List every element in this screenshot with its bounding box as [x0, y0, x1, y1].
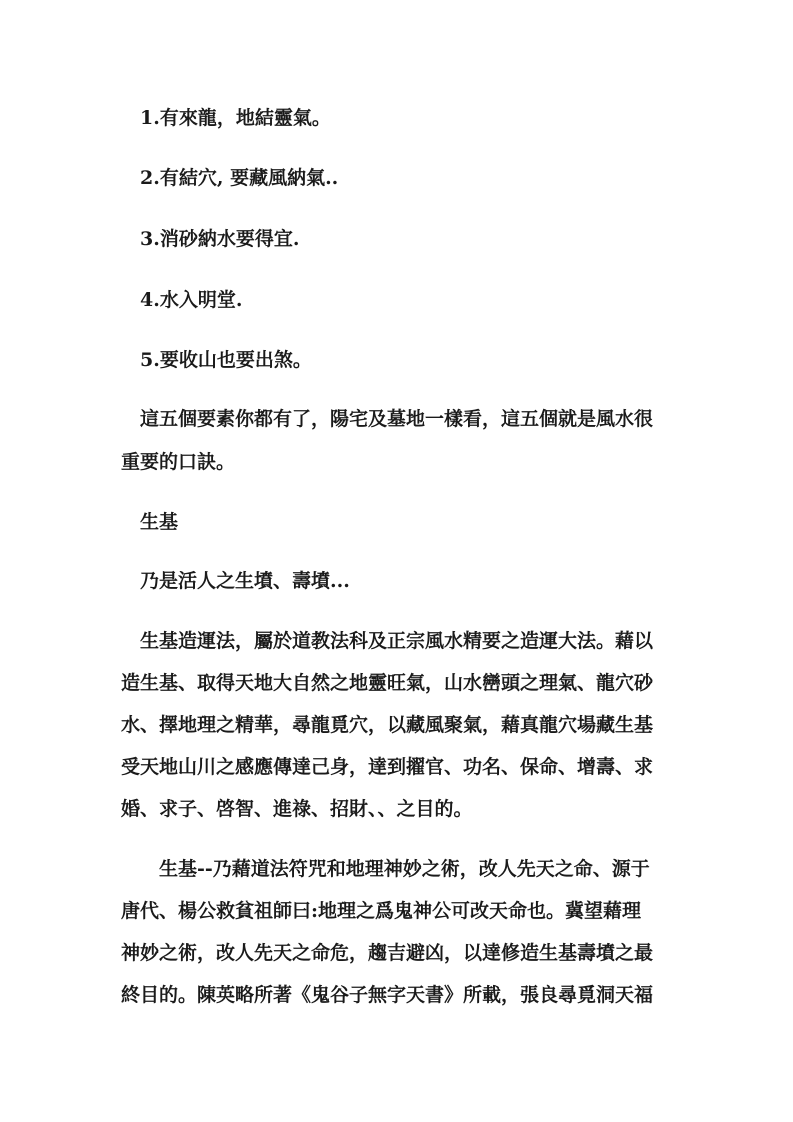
summary-line-2: 重要的口訣。	[121, 451, 236, 473]
list-item-2: 2.有結穴, 要藏風納氣..	[140, 167, 339, 189]
definition-text: 乃是活人之生墳、壽墳...	[140, 570, 350, 592]
paragraph1-line-2: 造生基、取得天地大自然之地靈旺氣，山水巒頭之理氣、龍穴砂	[121, 672, 654, 694]
paragraph1-line-5: 婚、求子、啓智、進祿、招財、、之目的。	[121, 798, 473, 820]
list-item-5: 5.要收山也要出煞。	[140, 349, 312, 371]
list-item-3: 3.消砂納水要得宜.	[140, 228, 300, 250]
section-heading: 生基	[140, 511, 179, 533]
summary-line-1: 這五個要素你都有了，陽宅及墓地一樣看，這五個就是風水很	[140, 408, 654, 430]
paragraph1-line-4: 受天地山川之感應傳達己身，達到擢官、功名、保命、增壽、求	[121, 756, 654, 778]
paragraph2-line-3: 神妙之術，改人先天之命危，趨吉避凶，以達修造生基壽墳之最	[121, 942, 654, 964]
paragraph1-line-3: 水、擇地理之精華，尋龍覓穴，以藏風聚氣，藉真龍穴場藏生基	[121, 714, 654, 736]
paragraph2-line-1: 生基--乃藉道法符咒和地理神妙之術，改人先天之命、源于	[159, 858, 650, 880]
paragraph2-line-2: 唐代、楊公救貧祖師曰:地理之爲鬼神公可改天命也。冀望藉理	[121, 900, 642, 922]
paragraph1-line-1: 生基造運法，屬於道教法科及正宗風水精要之造運大法。藉以	[140, 630, 654, 652]
list-item-4: 4.水入明堂.	[140, 289, 243, 311]
paragraph2-line-4: 終目的。陳英略所著《鬼谷子無字天書》所載，張良尋覓洞天福	[121, 984, 654, 1006]
list-item-1: 1.有來龍，地結靈氣。	[140, 107, 331, 129]
